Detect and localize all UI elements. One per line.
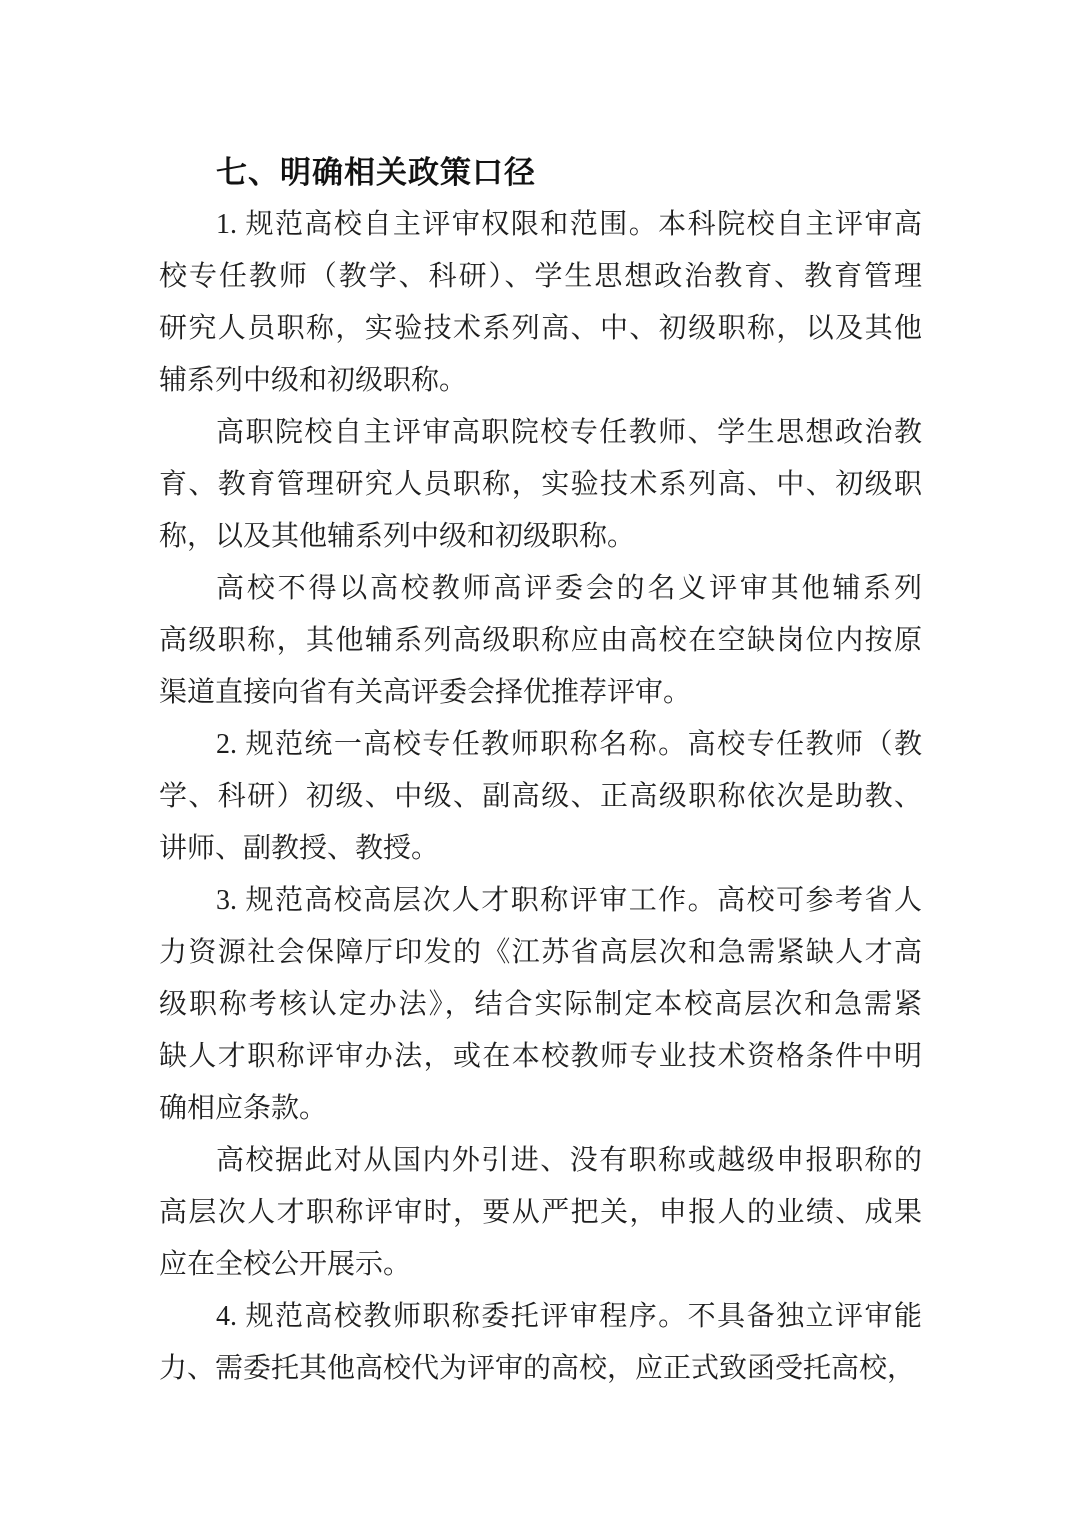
text-line: 缺人才职称评审办法，或在本校教师专业技术资格条件中明 [159,1041,922,1072]
text-line: 4. 规范高校教师职称委托评审程序。不具备独立评审能 [216,1301,922,1332]
text-line: 高职院校自主评审高职院校专任教师、学生思想政治教 [216,417,922,448]
text-line: 应在全校公开展示。 [159,1249,412,1280]
document-body [159,199,922,1395]
text-line: 力、需委托其他高校代为评审的高校，应正式致函受托高校， [159,1353,916,1384]
paragraph [159,563,922,719]
text-line: 称，以及其他辅系列中级和初级职称。 [159,521,636,552]
document-text [159,147,922,1395]
paragraph [159,1135,922,1291]
text-line: 高校据此对从国内外引进、没有职称或越级申报职称的 [216,1145,922,1176]
text-line: 讲师、副教授、教授。 [159,833,440,864]
text-line: 级职称考核认定办法》，结合实际制定本校高层次和急需紧 [159,989,922,1020]
text-line: 育、教育管理研究人员职称，实验技术系列高、中、初级职 [159,469,922,500]
text-line: 高级职称，其他辅系列高级职称应由高校在空缺岗位内按原 [159,625,922,656]
text-line: 力资源社会保障厅印发的《江苏省高层次和急需紧缺人才高 [159,937,922,968]
text-line: 2. 规范统一高校专任教师职称名称。高校专任教师（教 [216,729,922,760]
paragraph [159,1291,922,1395]
text-line: 渠道直接向省有关高评委会择优推荐评审。 [159,677,692,708]
text-line: 1. 规范高校自主评审权限和范围。本科院校自主评审高 [216,209,922,240]
paragraph [159,875,922,1135]
text-line: 高层次人才职称评审时，要从严把关，申报人的业绩、成果 [159,1197,922,1228]
text-line: 辅系列中级和初级职称。 [159,365,468,396]
text-line: 3. 规范高校高层次人才职称评审工作。高校可参考省人 [216,885,922,916]
paragraph [159,407,922,563]
text-line: 学、科研）初级、中级、副高级、正高级职称依次是助教、 [159,781,922,812]
paragraph [159,199,922,407]
text-line: 确相应条款。 [159,1093,328,1124]
paragraph [159,719,922,875]
text-line: 校专任教师（教学、科研）、学生思想政治教育、教育管理 [159,261,922,292]
text-line: 高校不得以高校教师高评委会的名义评审其他辅系列 [216,573,922,604]
text-line: 研究人员职称，实验技术系列高、中、初级职称，以及其他 [159,313,922,344]
section-heading: 七、明确相关政策口径 [216,155,536,190]
